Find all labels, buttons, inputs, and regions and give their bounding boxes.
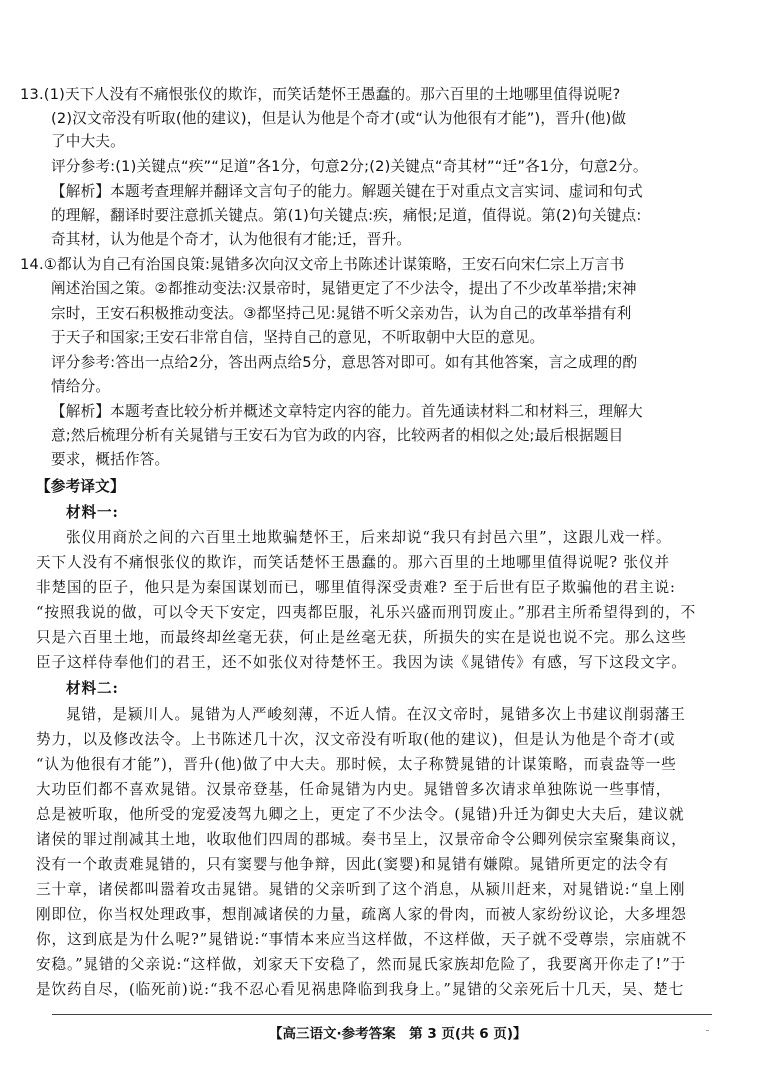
page-footer: 【高三语文·参考答案 第 3 页(共 6 页)】: [269, 1026, 527, 1042]
q14-line-3: 宗时，王安石积极推动变法。③都坚持己见:晁错不听父亲劝告，认为自己的改革举措有利: [51, 305, 632, 322]
q14-analysis-2: 意;然后梳理分析有关晁错与王安石为官为政的内容，比较两者的相似之处;最后根据题目: [51, 427, 624, 444]
q14-analysis-1: 【解析】本题考查比较分析并概述文章特定内容的能力。首先通读材料二和材料三，理解大: [51, 403, 643, 420]
q13-analysis-2: 的理解，翻译时要注意抓关键点。第(1)句关键点:疾，痛恨;足道，值得说。第(2)句关键点:: [51, 207, 642, 224]
material-2-line-11: 安稳。”晁错的父亲说:“这样做，刘家天下安稳了，然而晁氏家族却危险了，我要离开你走了!”于: [36, 956, 687, 973]
material-2-line-6: 诸侯的罪过削减其土地，收取他们四周的郡城。奏书呈上，汉景帝命令公卿列侯宗室聚集商议，: [36, 831, 687, 848]
material-1-line-1: 张仪用商於之间的六百里土地欺骗楚怀王，后来却说“我只有封邑六里”，这跟儿戏一样。: [66, 529, 672, 546]
material-2-line-7: 没有一个敢责难晁错的，只有窦婴与他争辩，因此(窦婴)和晁错有嫌隙。晁错所更定的法令有: [36, 856, 669, 873]
material-2-title: 材料二:: [66, 680, 119, 697]
q14-line-4: 于天子和国家;王安石非常自信，坚持自己的意见，不听取朝中大臣的意见。: [51, 329, 545, 346]
material-2-line-3: “认为他很有才能”)，晋升(他)做了中大夫。那时候，太子称赞晁错的计谋策略，而袁盎等一些: [36, 756, 677, 773]
q14-line-1: 14.①都认为自己有治国良策:晁错多次向汉文帝上书陈述计谋策略，王安石向宋仁宗上万言书: [20, 256, 625, 273]
q14-scoring-2: 情给分。: [51, 378, 111, 395]
corner-mark: [706, 1030, 709, 1031]
material-2-line-12: 是饮药自尽，(临死前)说:“我不忍心看见祸患降临到我身上。”晁错的父亲死后十几天，吴、楚七: [36, 981, 685, 998]
q13-line-1: 13.(1)天下人没有不痛恨张仪的欺诈，而笑话楚怀王愚蠢的。那六百里的土地哪里值得说呢?: [20, 86, 621, 103]
q13-analysis-3: 奇其材，认为他是个奇才，认为他很有才能;迁，晋升。: [51, 231, 412, 248]
material-2-line-2: 势力，以及修改法令。上书陈述几十次，汉文帝没有听取(他的建议)，但是认为他是个奇才(或: [36, 731, 676, 748]
material-2-line-9: 刚即位，你当权处理政事，想削减诸侯的力量，疏离人家的骨肉，而被人家纷纷议论，大多埋怨: [36, 906, 687, 923]
material-1-line-5: 只是六百里土地，而最终却丝毫无获，何止是丝毫无获，所损失的实在是说也说不完。那么这些: [36, 629, 687, 646]
material-1-line-6: 臣子这样侍奉他们的君王，还不如张仪对待楚怀王。我因为读《晁错传》有感，写下这段文字。: [36, 654, 687, 671]
q13-line-3: 了中大夫。: [51, 133, 125, 150]
material-2-line-1: 晁错，是颍川人。晁错为人严峻刻薄，不近人情。在汉文帝时，晁错多次上书建议削弱藩王: [66, 706, 686, 723]
material-2-line-10: 你，这到底是为什么呢?”晁错说:“事情本来应当这样做，不这样做，天子就不受尊崇，宗庙就不: [36, 931, 688, 948]
q14-scoring-1: 评分参考:答出一点给2分，答出两点给5分，意思答对即可。如有其他答案，言之成理的酌: [51, 354, 638, 371]
material-1-line-4: “按照我说的做，可以令天下安定，四夷都臣服，礼乐兴盛而刑罚废止。”那君主所希望得到的，不: [36, 604, 697, 621]
material-2-line-4: 大功臣们都不喜欢晁错。汉景帝登基，任命晁错为内史。晁错曾多次请求单独陈说一些事情，: [36, 781, 672, 798]
q14-line-2: 阐述治国之策。②都推动变法:汉景帝时，晁错更定了不少法令，提出了不少改革举措;宋神: [51, 280, 637, 297]
q13-line-2: (2)汉文帝没有听取(他的建议)，但是认为他是个奇才(或“认为他很有才能”)，晋升(他)做: [51, 110, 627, 127]
material-1-title: 材料一:: [66, 504, 119, 521]
material-1-line-2: 天下人没有不痛恨张仪的欺诈，而笑话楚怀王愚蠢的。那六百里的土地哪里值得说呢? 张仪并: [36, 554, 671, 571]
material-2-line-5: 总是被听取，他所受的宠爱凌驾九卿之上，更定了不少法令。(晁错)升迁为御史大夫后，建议就: [36, 806, 685, 823]
q13-scoring: 评分参考:(1)关键点“疾”“足道”各1分，句意2分;(2)关键点“奇其材”“迁”各1分，句意2分。: [51, 158, 648, 175]
material-1-line-3: 非楚国的臣子，他只是为秦国谋划而已，哪里值得深受责难? 至于后世有臣子欺骗他的君主说:: [36, 579, 676, 596]
q13-analysis-1: 【解析】本题考查理解并翻译文言句子的能力。解题关键在于对重点文言实词、虚词和句式: [51, 183, 643, 200]
footer-divider: [52, 1014, 712, 1015]
material-2-line-8: 三十章，诸侯都叫嚣着攻击晁错。晁错的父亲听到了这个消息，从颍川赶来，对晁错说:“皇上刚: [36, 881, 686, 898]
translation-header: 【参考译文】: [36, 478, 125, 495]
q14-analysis-3: 要求，概括作答。: [51, 451, 170, 468]
